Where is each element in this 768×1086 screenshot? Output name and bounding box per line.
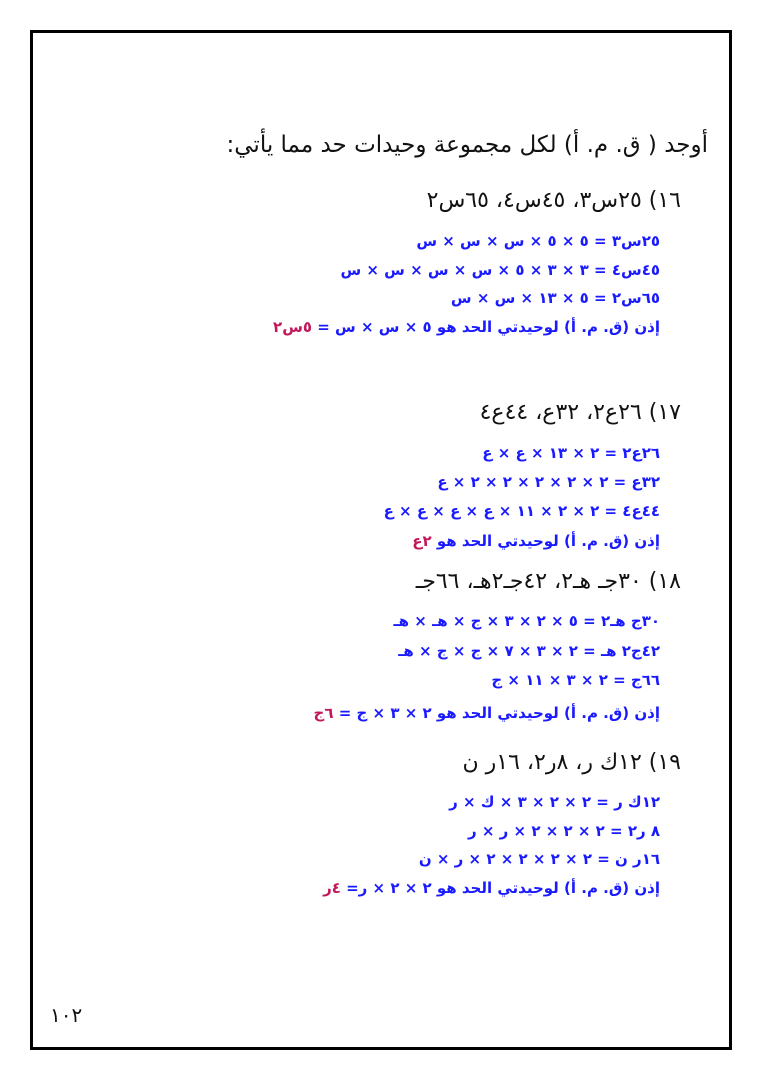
conclusion-text: إذن (ق. م. أ) لوحيدتي الحد هو ٥ × س × س = <box>312 318 660 336</box>
conclusion-result: ٤ر <box>323 879 341 897</box>
problem-18-step-1: ٣٠ج هـ٢ = ٥ × ٢ × ٣ × ج × هـ × هـ <box>393 612 660 630</box>
problem-16-title: ١٦) ٢٥س٣، ٤٥س٤، ٦٥س٢ <box>426 188 681 213</box>
problem-18-step-2: ٤٢ج٢ هـ = ٢ × ٣ × ٧ × ج × ج × هـ <box>398 642 660 660</box>
conclusion-result: ٦ج <box>313 704 334 722</box>
problem-19-step-1: ١٢ك ر = ٢ × ٢ × ٣ × ك × ر <box>449 793 660 811</box>
conclusion-text: إذن (ق. م. أ) لوحيدتي الحد هو ٢ × ٢ × ر= <box>340 879 660 897</box>
conclusion-text: إذن (ق. م. أ) لوحيدتي الحد هو ٢ × ٣ × ج = <box>333 704 660 722</box>
problem-16-step-1: ٢٥س٣ = ٥ × ٥ × س × س × س <box>416 232 660 250</box>
problem-18-step-3: ٦٦ج = ٢ × ٣ × ١١ × ج <box>491 671 660 689</box>
problem-18-conclusion <box>314 704 661 722</box>
problem-19-step-2: ٨ ر٢ = ٢ × ٢ × ٢ × ر × ر <box>468 822 660 840</box>
problem-17-step-2: ٣٢ع = ٢ × ٢ × ٢ × ٢ × ٢ × ع <box>437 473 660 491</box>
conclusion-result: ٥س٢ <box>273 318 313 336</box>
problem-16-step-2: ٤٥س٤ = ٣ × ٣ × ٥ × س × س × س × س <box>340 261 660 279</box>
problem-19-title: ١٩) ١٢ك ر، ٨ر٢، ١٦ر ن <box>462 750 681 775</box>
conclusion-text: إذن (ق. م. أ) لوحيدتي الحد هو <box>431 532 660 550</box>
conclusion-result: ٢ع <box>412 532 432 550</box>
problem-17-title: ١٧) ٢٦ع٢، ٣٢ع، ٤٤ع٤ <box>479 400 681 425</box>
page-number: ١٠٢ <box>50 1003 83 1027</box>
problem-19-step-3: ١٦ر ن = ٢ × ٢ × ٢ × ٢ × ر × ن <box>418 850 660 868</box>
problem-16-conclusion <box>273 318 660 336</box>
problem-17-step-3: ٤٤ع٤ = ٢ × ٢ × ١١ × ع × ع × ع × ع <box>383 502 660 520</box>
problem-18-title: ١٨) ٣٠جـ هـ٢، ٤٢جـ٢هـ، ٦٦جـ <box>415 569 681 594</box>
problem-17-step-1: ٢٦ع٢ = ٢ × ١٣ × ع × ع <box>482 444 660 462</box>
problem-17-conclusion <box>412 532 660 550</box>
problem-19-conclusion <box>323 879 660 897</box>
problem-16-step-3: ٦٥س٢ = ٥ × ١٣ × س × س <box>450 289 660 307</box>
exercise-heading: أوجد ( ق. م. أ) لكل مجموعة وحيدات حد مما يأتي: <box>226 132 708 158</box>
